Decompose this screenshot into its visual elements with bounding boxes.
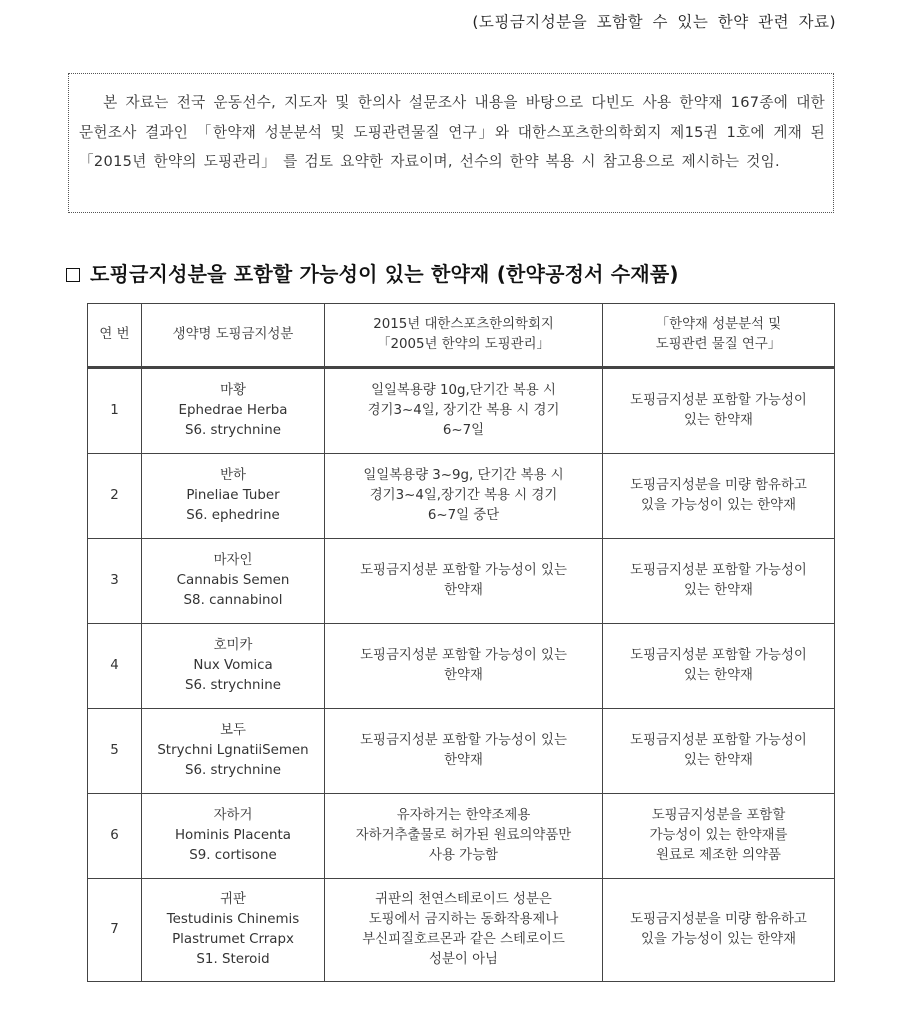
cell-society-note: 일일복용량 10g,단기간 복용 시 경기3~4일, 장기간 복용 시 경기 6~7일 — [325, 368, 603, 454]
cell-herb-name: 마자인 Cannabis Semen S8. cannabinol — [142, 539, 325, 624]
cell-research-note: 도핑금지성분을 미량 함유하고 있을 가능성이 있는 한약재 — [603, 454, 835, 539]
cell-herb-name: 귀판 Testudinis Chinemis Plastrumet Crrapx S1. Steroid — [142, 879, 325, 982]
header-num: 연 번 — [88, 304, 142, 368]
header-society: 2015년 대한스포츠한의학회지 「2005년 한약의 도핑관리」 — [325, 304, 603, 368]
cell-research-note: 도핑금지성분 포함할 가능성이 있는 한약재 — [603, 624, 835, 709]
cell-herb-name: 마황 Ephedrae Herba S6. strychnine — [142, 368, 325, 454]
table-row — [88, 539, 835, 624]
cell-research-note: 도핑금지성분을 미량 함유하고 있을 가능성이 있는 한약재 — [603, 879, 835, 982]
cell-num: 7 — [88, 879, 142, 982]
cell-society-note: 도핑금지성분 포함할 가능성이 있는 한약재 — [325, 624, 603, 709]
header-name: 생약명 도핑금지성분 — [142, 304, 325, 368]
section-title — [66, 258, 679, 287]
cell-research-note: 도핑금지성분 포함할 가능성이 있는 한약재 — [603, 368, 835, 454]
cell-herb-name: 자하거 Hominis Placenta S9. cortisone — [142, 794, 325, 879]
cell-num: 2 — [88, 454, 142, 539]
cell-society-note: 도핑금지성분 포함할 가능성이 있는 한약재 — [325, 709, 603, 794]
cell-herb-name: 반하 Pineliae Tuber S6. ephedrine — [142, 454, 325, 539]
table-row — [88, 794, 835, 879]
cell-num: 5 — [88, 709, 142, 794]
table-row — [88, 709, 835, 794]
herbs-table — [87, 303, 835, 982]
cell-herb-name: 보두 Strychni LgnatiiSemen S6. strychnine — [142, 709, 325, 794]
cell-num: 1 — [88, 368, 142, 454]
intro-box — [68, 73, 834, 213]
table-row — [88, 368, 835, 454]
table-row — [88, 454, 835, 539]
cell-society-note: 일일복용량 3~9g, 단기간 복용 시 경기3~4일,장기간 복용 시 경기 6~7일 중단 — [325, 454, 603, 539]
header-research: 「한약재 성분분석 및 도핑관련 물질 연구」 — [603, 304, 835, 368]
cell-research-note: 도핑금지성분 포함할 가능성이 있는 한약재 — [603, 539, 835, 624]
cell-num: 3 — [88, 539, 142, 624]
table-row — [88, 624, 835, 709]
document-subtitle: (도핑금지성분을 포함할 수 있는 한약 관련 자료) — [472, 13, 836, 31]
intro-text: 본 자료는 전국 운동선수, 지도자 및 한의사 설문조사 내용을 바탕으로 다빈도 사용 한약재 167종에 대한 문헌조사 결과인 「한약재 성분분석 및 도핑관련물질 연구」와 대한스포츠한의학회지 제15권 1호에 게재 된 「2015년 한약의 도핑관리」 를 검토 요약한 자료이며, 선수의 한약 복용 시 참고용으로 제시하는 것임. — [79, 94, 825, 170]
table-header-row — [88, 304, 835, 368]
cell-num: 6 — [88, 794, 142, 879]
cell-num: 4 — [88, 624, 142, 709]
table-row — [88, 879, 835, 982]
cell-society-note: 도핑금지성분 포함할 가능성이 있는 한약재 — [325, 539, 603, 624]
cell-society-note: 귀판의 천연스테로이드 성분은 도핑에서 금지하는 동화작용제나 부신피질호르몬과 같은 스테로이드 성분이 아님 — [325, 879, 603, 982]
cell-research-note: 도핑금지성분을 포함할 가능성이 있는 한약재를 원료로 제조한 의약품 — [603, 794, 835, 879]
cell-herb-name: 호미카 Nux Vomica S6. strychnine — [142, 624, 325, 709]
section-title-text: 도핑금지성분을 포함할 가능성이 있는 한약재 (한약공정서 수재품) — [90, 262, 679, 286]
cell-research-note: 도핑금지성분 포함할 가능성이 있는 한약재 — [603, 709, 835, 794]
checkbox-square-icon — [66, 268, 80, 282]
cell-society-note: 유자하거는 한약조제용 자하거추출물로 허가된 원료의약품만 사용 가능함 — [325, 794, 603, 879]
